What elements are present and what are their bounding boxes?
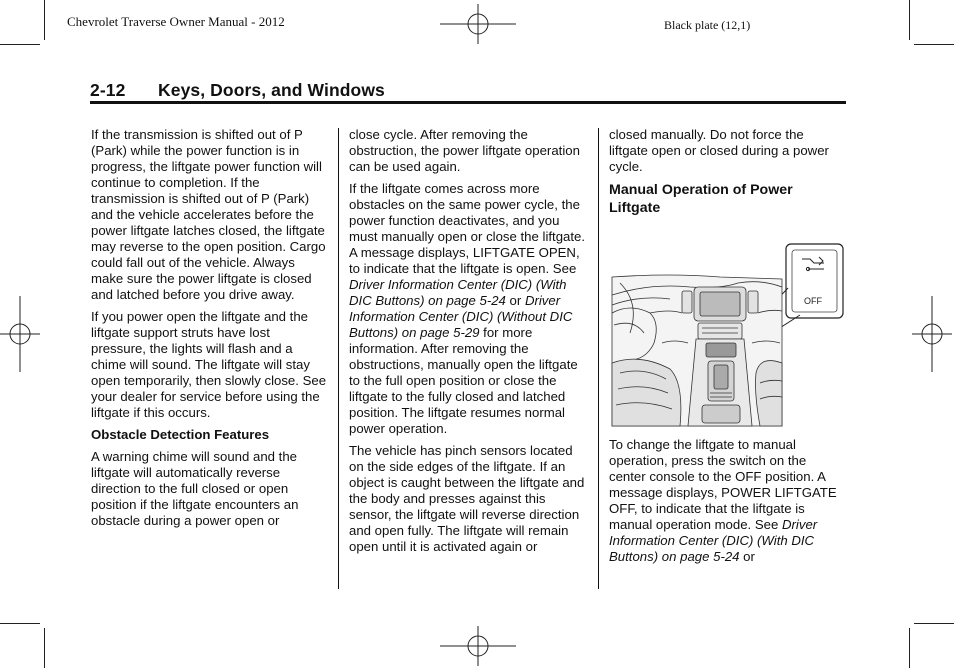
section-title: Keys, Doors, and Windows — [158, 80, 385, 100]
manual-title: Chevrolet Traverse Owner Manual - 2012 — [67, 14, 285, 29]
subheading-manual-operation: Manual Operation of Power Liftgate — [609, 182, 793, 216]
cross-reference-dic-without-buttons[interactable]: Driver Information Center (DIC) (Without DIC Buttons) on page 5-29 — [349, 293, 573, 340]
switch-off-label: OFF — [804, 296, 822, 306]
column-divider-1 — [338, 128, 339, 589]
paragraph-park-shift: If the transmission is shifted out of P (Park) while the power function is in progress, the liftgate power function will continue to completion. If the transmission is shifted out of P (Park) and the vehicle accelerates before the power liftgate latches closed, the liftgate may reverse to the open position. Cargo could fall out of the vehicle. Always make sure the power liftgate is closed and latched before you drive away. — [91, 127, 326, 302]
column-divider-2 — [598, 128, 599, 589]
crop-mark-bottom-right-vertical — [909, 628, 910, 668]
crop-mark-top-right-horizontal — [914, 44, 954, 45]
text-run: for more information. After removing the obstructions, manually open the liftgate to the full open position or close the liftgate to the fully closed and latched position. The liftgate resumes normal power operation. — [349, 325, 578, 436]
text-run: or — [505, 293, 525, 308]
section-heading — [90, 80, 385, 101]
liftgate-switch-illustration — [610, 243, 846, 427]
registration-mark-bottom — [440, 626, 516, 666]
paragraph-pinch-sensors: The vehicle has pinch sensors located on the side edges of the liftgate. If an object is caught between the liftgate and the body and presses against this sensor, the liftgate will reverse direction and open fully. The liftgate will remain open until it is activated again or — [349, 443, 585, 554]
crop-mark-bottom-left-vertical — [44, 628, 45, 668]
paragraph-more-obstacles — [349, 181, 587, 437]
paragraph-struts-pressure: If you power open the liftgate and the liftgate support struts have lost pressure, the lights will flash and a chime will sound. The liftgate will stay open temporarily, then slowly close. See your dealer for service before using the liftgate if this occurs. — [91, 309, 327, 420]
paragraph-change-to-manual — [609, 437, 846, 565]
crop-mark-bottom-left-horizontal — [0, 623, 40, 624]
subheading-obstacle-detection: Obstacle Detection Features — [91, 427, 270, 442]
paragraph-closed-manually: closed manually. Do not force the liftgate open or closed during a power cycle. — [609, 127, 829, 174]
text-run: If the liftgate comes across more obstacles on the same power cycle, the power function deactivates, and you must manually open or close the liftgate. A message displays, LIFTGATE OPEN, to indicate that the liftgate is open. See — [349, 181, 586, 276]
registration-mark-right — [912, 296, 952, 372]
crop-mark-top-left-horizontal — [0, 44, 40, 45]
text-run: To change the liftgate to manual operation, press the switch on the center console to the OFF position. A message displays, POWER LIFTGATE OFF, to indicate that the liftgate is manual operation mode. See — [609, 437, 837, 532]
cross-reference-dic-with-buttons[interactable]: Driver Information Center (DIC) (With DIC Buttons) on page 5-24 — [609, 517, 818, 564]
registration-mark-top — [440, 4, 516, 44]
text-run: or — [739, 549, 755, 564]
cross-reference-dic-with-buttons[interactable]: Driver Information Center (DIC) (With DIC Buttons) on page 5-24 — [349, 277, 567, 308]
paragraph-close-cycle: close cycle. After removing the obstruction, the power liftgate operation can be used again. — [349, 127, 580, 174]
crop-mark-bottom-right-horizontal — [914, 623, 954, 624]
paragraph-warning-chime: A warning chime will sound and the liftgate will automatically reverse direction to the full closed or open position if the liftgate encounters an obstacle during a power open or — [91, 449, 299, 528]
section-number: 2-12 — [90, 80, 126, 100]
plate-label: Black plate (12,1) — [664, 18, 751, 32]
crop-mark-top-left-vertical — [44, 0, 45, 40]
registration-mark-left — [0, 296, 40, 372]
crop-mark-top-right-vertical — [909, 0, 910, 40]
text-column-2 — [349, 127, 587, 561]
text-column-3 — [609, 127, 846, 223]
text-column-1 — [91, 127, 328, 535]
section-rule — [90, 101, 846, 104]
text-column-3-lower — [609, 437, 846, 565]
